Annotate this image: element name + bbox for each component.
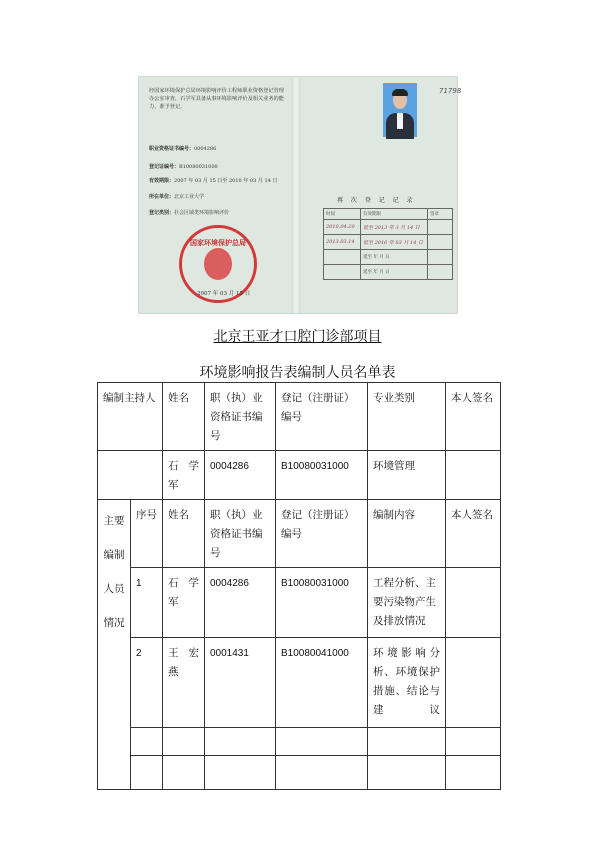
reg-stamp (428, 250, 453, 265)
host-row (98, 451, 501, 500)
reg-time (324, 265, 361, 280)
row-content (368, 728, 446, 756)
row-signature (446, 638, 501, 728)
row-reg-no (276, 756, 368, 790)
row-name: 王宏燕 (163, 638, 205, 728)
reg-header: 签章 (428, 209, 453, 220)
certificate-left-page (139, 77, 294, 313)
staff-header-row (98, 500, 501, 568)
national-emblem-icon (204, 248, 232, 280)
row-no (131, 756, 163, 790)
certificate-field: 登记证编号：B10080031000 (149, 164, 218, 170)
row-cert-no: 0001431 (205, 638, 276, 728)
col-header: 专业类别 (368, 383, 446, 451)
certificate-photo (138, 76, 462, 314)
row-cert-no: 0004286 (205, 568, 276, 638)
table-title: 环境影响报告表编制人员名单表 (199, 365, 396, 381)
row-cert-no (205, 728, 276, 756)
col-header: 登记（注册证）编号 (276, 500, 368, 568)
row-content (368, 756, 446, 790)
col-header: 本人签名 (446, 500, 501, 568)
row-name (163, 728, 205, 756)
certificate-field: 有效期限：2007 年 03 月 15 日至 2010 年 03 月 14 日 (149, 178, 278, 184)
registration-record-title: 再 次 登 记 记 录 (337, 197, 416, 204)
row-content: 环境影响分析、环境保护措施、结论与建议 (368, 638, 446, 728)
reg-stamp (428, 220, 453, 235)
seal-text: 国家环境保护总局 (190, 238, 246, 247)
col-header: 姓名 (163, 500, 205, 568)
row-signature (446, 756, 501, 790)
reg-period: 延至 2013 年 3 月 14 日 (361, 220, 428, 235)
reg-stamp (428, 265, 453, 280)
col-header: 职（执）业资格证书编号 (205, 500, 276, 568)
reg-period: 延至 年 月 日 (361, 265, 428, 280)
col-header: 编制内容 (368, 500, 446, 568)
table-row (98, 728, 501, 756)
table-row (98, 756, 501, 790)
reg-header: 有效期限 (361, 209, 428, 220)
col-header: 姓名 (163, 383, 205, 451)
host-signature (446, 451, 501, 500)
reg-period: 延至 年 月 日 (361, 250, 428, 265)
col-header: 职（执）业资格证书编号 (205, 383, 276, 451)
row-content: 工程分析、主要污染物产生及排放情况 (368, 568, 446, 638)
row-signature (446, 728, 501, 756)
col-header: 序号 (131, 500, 163, 568)
host-cert-no: 0004286 (205, 451, 276, 500)
row-name (163, 756, 205, 790)
row-reg-no (276, 728, 368, 756)
table-row (98, 638, 501, 728)
host-category: 环境管理 (368, 451, 446, 500)
certificate-intro: 经国家环境保护总局环境影响评价工程师职业资格登记管理办公室审查，石学军具备从事环境影响评价及相关业务的能力，准予登记。 (149, 88, 284, 110)
row-cert-no (205, 756, 276, 790)
project-title: 北京王亚才口腔门诊部项目 (213, 329, 382, 345)
booklet-fold (291, 77, 301, 313)
host-reg-no: B10080031000 (276, 451, 368, 500)
row-name: 石学军 (163, 568, 205, 638)
seal-date: 2007 年 03 月 15 日 (197, 291, 251, 297)
reg-stamp (428, 235, 453, 250)
row-no: 2 (131, 638, 163, 728)
reg-period: 延至 2016 年 03 月 14 日 (361, 235, 428, 250)
row-reg-no: B10080041000 (276, 638, 368, 728)
certificate-field: 登记类别：社会区域类环境影响评价 (149, 210, 230, 216)
row-no (131, 728, 163, 756)
col-header: 本人签名 (446, 383, 501, 451)
row-reg-no: B10080031000 (276, 568, 368, 638)
certificate-field: 所在单位：北京工业大学 (149, 194, 205, 200)
registration-record-table (323, 208, 453, 280)
row-signature (446, 568, 501, 638)
host-name: 石学军 (163, 451, 205, 500)
reg-header: 时间 (324, 209, 361, 220)
host-label: 编制主持人 (98, 383, 163, 451)
host-blank (98, 451, 163, 500)
id-photo (383, 83, 417, 137)
reg-time: 2010.04.20 (324, 220, 361, 235)
col-header: 登记（注册证）编号 (276, 383, 368, 451)
host-header-row (98, 383, 501, 451)
staff-table (97, 382, 501, 790)
reg-time: 2013.03.14 (324, 235, 361, 250)
row-no: 1 (131, 568, 163, 638)
reg-time (324, 250, 361, 265)
certificate-field: 职业资格证书编号：0004286 (149, 146, 217, 152)
side-label: 主要编制人员情况 (98, 500, 131, 790)
handwritten-number: 71798 (439, 87, 462, 95)
table-row (98, 568, 501, 638)
